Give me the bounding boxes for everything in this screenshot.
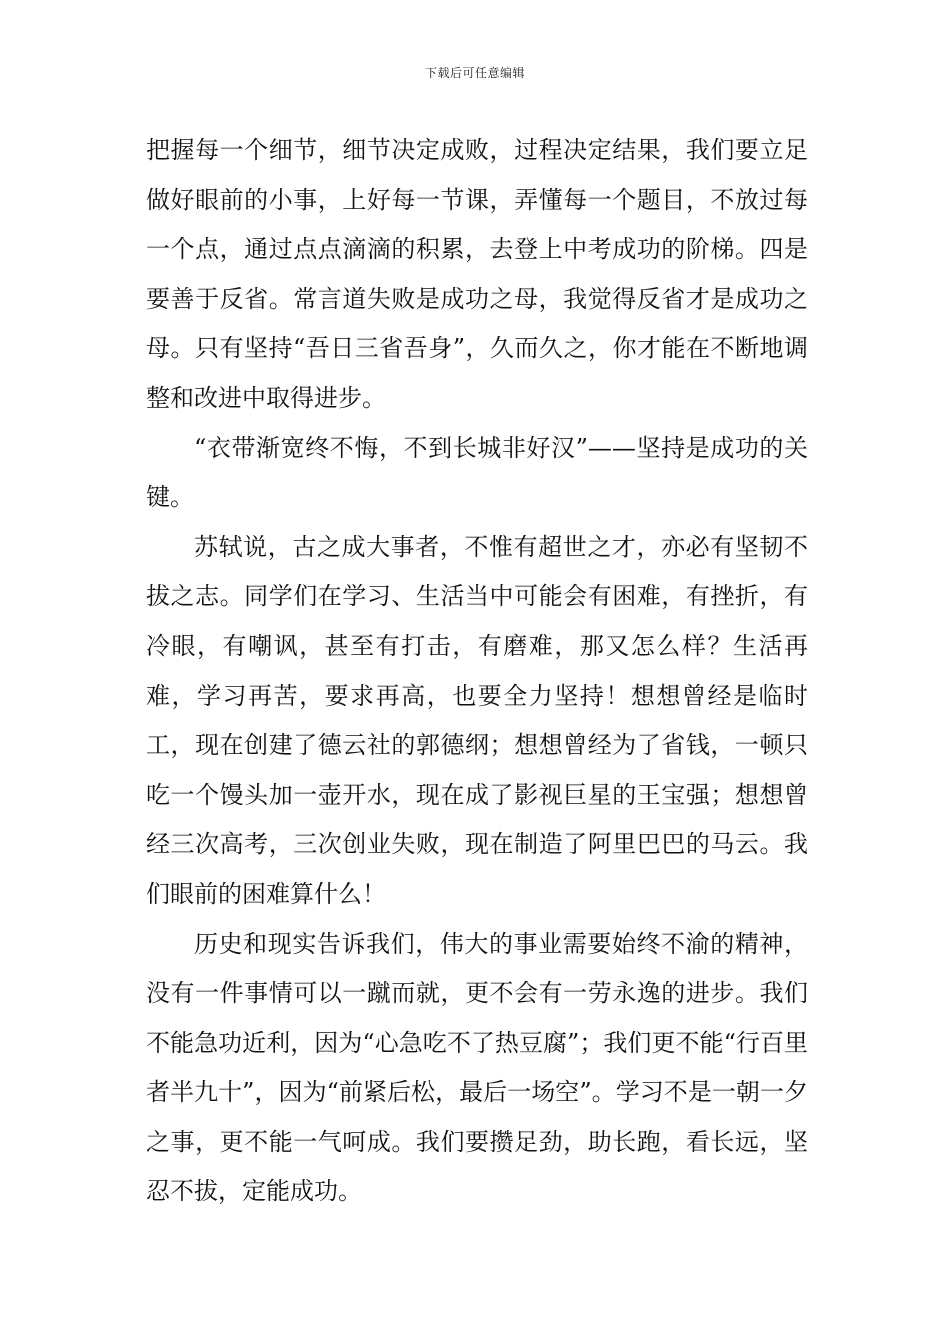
document-body [146, 126, 808, 1217]
paragraph-4: 历史和现实告诉我们，伟大的事业需要始终不渝的精神，没有一件事情可以一蹴而就，更不会有一劳永逸的进步。我们不能急功近利，因为“心急吃不了热豆腐”；我们更不能“行百里者半九十”，因为“前紧后松，最后一场空”。学习不是一朝一夕之事，更不能一气呵成。我们要攒足劲，助长跑，看长远，坚忍不拔，定能成功。 [146, 929, 808, 1206]
page-header: 下载后可任意编辑 [424, 66, 525, 80]
paragraph-2: “衣带渐宽终不悔，不到长城非好汉”——坚持是成功的关键。 [146, 433, 808, 512]
paragraph-3: 苏轼说，古之成大事者，不惟有超世之才，亦必有坚韧不拔之志。同学们在学习、生活当中可能会有困难，有挫折，有冷眼，有嘲讽，甚至有打击，有磨难，那又怎么样？生活再难，学习再苦，要求再高，也要全力坚持！想想曾经是临时工，现在创建了德云社的郭德纲；想想曾经为了省钱，一顿只吃一个馒头加一壶开水，现在成了影视巨星的王宝强；想想曾经三次高考，三次创业失败，现在制造了阿里巴巴的马云。我们眼前的困难算什么！ [146, 532, 808, 908]
paragraph-1: 把握每一个细节，细节决定成败，过程决定结果，我们要立足做好眼前的小事，上好每一节课，弄懂每一个题目，不放过每一个点，通过点点滴滴的积累，去登上中考成功的阶梯。四是要善于反省。常言道失败是成功之母，我觉得反省才是成功之母。只有坚持“吾日三省吾身”，久而久之，你才能在不断地调整和改进中取得进步。 [146, 136, 808, 412]
